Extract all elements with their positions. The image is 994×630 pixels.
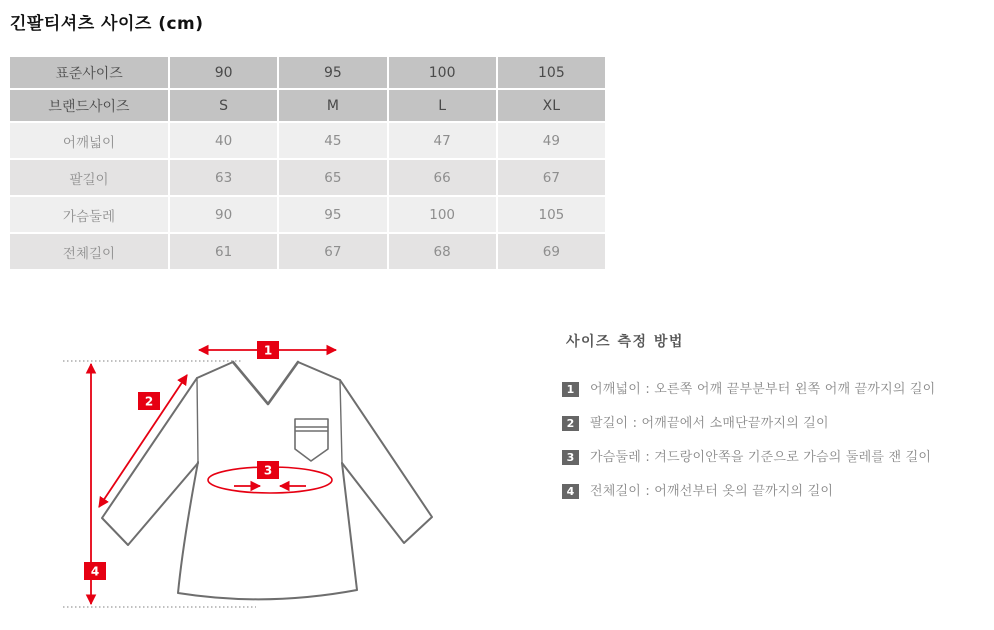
table-row-standard-size — [10, 57, 605, 88]
standard-size-95: 95 — [279, 57, 386, 88]
page-title: 긴팔티셔츠 사이즈 (cm) — [10, 14, 204, 34]
cell-value: 67 — [498, 160, 605, 195]
marker-4-total-length — [84, 562, 106, 580]
standard-size-100: 100 — [389, 57, 496, 88]
cell-value: 63 — [170, 160, 277, 195]
cell-value: 67 — [279, 234, 386, 269]
cell-value: 69 — [498, 234, 605, 269]
guide-text-arm-length: 팔길이 : 어깨끝에서 소매단끝까지의 길이 — [590, 416, 829, 431]
table-row-shoulder-width — [10, 123, 605, 158]
svg-text:1: 1 — [263, 343, 273, 358]
guide-badge-4: 4 — [562, 484, 579, 499]
guide-badge-2: 2 — [562, 416, 579, 431]
brand-size-l: L — [389, 90, 496, 121]
guide-text-total-length: 전체길이 : 어깨선부터 옷의 끝까지의 길이 — [590, 484, 834, 499]
cell-value: 49 — [498, 123, 605, 158]
cell-value: 100 — [389, 197, 496, 232]
cell-value: 105 — [498, 197, 605, 232]
measurement-guide — [562, 331, 992, 517]
guide-badge-1: 1 — [562, 382, 579, 397]
shirt-measurement-diagram — [0, 330, 560, 630]
cell-value: 47 — [389, 123, 496, 158]
row-header-chest-circumference: 가슴둘레 — [10, 197, 168, 232]
chest-pocket — [295, 419, 328, 461]
marker-3-chest-circumference — [257, 461, 279, 479]
cell-value: 95 — [279, 197, 386, 232]
standard-size-105: 105 — [498, 57, 605, 88]
table-row-arm-length — [10, 160, 605, 195]
svg-text:4: 4 — [90, 564, 100, 579]
marker-1-shoulder-width — [257, 341, 279, 359]
brand-size-s: S — [170, 90, 277, 121]
table-row-total-length — [10, 234, 605, 269]
brand-size-xl: XL — [498, 90, 605, 121]
table-row-chest-circumference — [10, 197, 605, 232]
guide-item-arm-length — [562, 415, 992, 432]
size-table — [8, 55, 607, 271]
cell-value: 65 — [279, 160, 386, 195]
cell-value: 45 — [279, 123, 386, 158]
brand-size-m: M — [279, 90, 386, 121]
marker-2-arm-length — [138, 392, 160, 410]
row-header-brand-size: 브랜드사이즈 — [10, 90, 168, 121]
row-header-shoulder-width: 어깨넓이 — [10, 123, 168, 158]
guide-item-chest-circumference — [562, 449, 992, 466]
row-header-arm-length: 팔길이 — [10, 160, 168, 195]
cell-value: 68 — [389, 234, 496, 269]
guide-text-chest-circumference: 가슴둘레 : 겨드랑이안쪽을 기준으로 가슴의 둘레를 잰 길이 — [590, 450, 932, 465]
guide-item-shoulder-width — [562, 381, 992, 398]
cell-value: 40 — [170, 123, 277, 158]
guide-item-total-length — [562, 483, 992, 500]
cell-value: 61 — [170, 234, 277, 269]
row-header-total-length: 전체길이 — [10, 234, 168, 269]
measurement-guide-heading: 사이즈 측정 방법 — [566, 334, 684, 350]
standard-size-90: 90 — [170, 57, 277, 88]
svg-text:3: 3 — [263, 463, 273, 478]
guide-text-shoulder-width: 어깨넓이 : 오른쪽 어깨 끝부분부터 왼쪽 어깨 끝까지의 길이 — [590, 382, 936, 397]
cell-value: 90 — [170, 197, 277, 232]
guide-badge-3: 3 — [562, 450, 579, 465]
row-header-standard-size: 표준사이즈 — [10, 57, 168, 88]
cell-value: 66 — [389, 160, 496, 195]
table-row-brand-size — [10, 90, 605, 121]
svg-text:2: 2 — [144, 394, 154, 409]
